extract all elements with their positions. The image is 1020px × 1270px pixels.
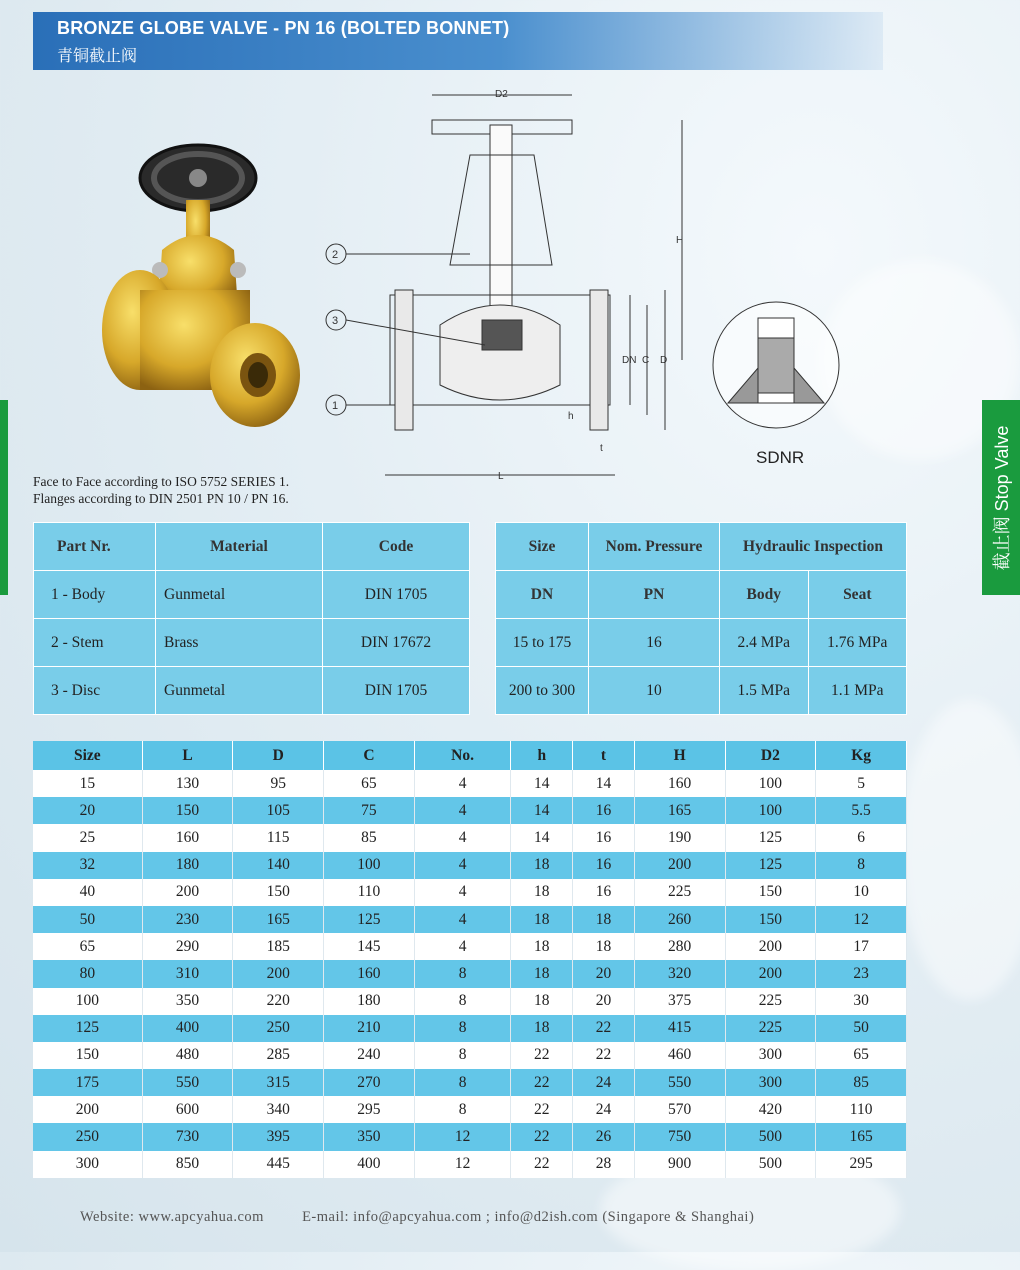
table-cell: 8 bbox=[414, 960, 511, 987]
table-cell: 200 bbox=[33, 1096, 142, 1123]
table-cell: 730 bbox=[142, 1123, 233, 1150]
table-cell: 200 bbox=[725, 960, 816, 987]
table-cell: 240 bbox=[324, 1042, 415, 1069]
table-cell: 160 bbox=[324, 960, 415, 987]
page-header bbox=[33, 12, 883, 70]
table-cell: 85 bbox=[324, 824, 415, 851]
column-subheader: DN bbox=[496, 571, 589, 619]
column-header: Kg bbox=[816, 741, 907, 770]
footer-website: Website: www.apcyahua.com bbox=[80, 1209, 264, 1225]
table-cell: 285 bbox=[233, 1042, 324, 1069]
table-cell: 125 bbox=[33, 1015, 142, 1042]
callout-2: 2 bbox=[332, 249, 339, 261]
table-cell: 22 bbox=[573, 1015, 635, 1042]
table-cell: 18 bbox=[573, 906, 635, 933]
table-row bbox=[496, 619, 907, 667]
table-cell: 480 bbox=[142, 1042, 233, 1069]
table-row bbox=[33, 824, 907, 851]
table-cell: 22 bbox=[511, 1042, 573, 1069]
table-cell: 340 bbox=[233, 1096, 324, 1123]
callout-1: 1 bbox=[332, 400, 339, 412]
table-cell: 14 bbox=[511, 824, 573, 851]
column-header: Material bbox=[156, 523, 323, 571]
table-cell: 395 bbox=[233, 1123, 324, 1150]
table-cell: 1 - Body bbox=[34, 571, 156, 619]
table-row bbox=[33, 770, 907, 797]
table-cell: Gunmetal bbox=[156, 667, 323, 715]
table-cell: 15 to 175 bbox=[496, 619, 589, 667]
table-cell: 22 bbox=[511, 1096, 573, 1123]
table-cell: 105 bbox=[233, 797, 324, 824]
table-cell: 8 bbox=[414, 988, 511, 1015]
table-cell: 4 bbox=[414, 824, 511, 851]
table-header-row bbox=[33, 741, 907, 770]
table-cell: 165 bbox=[634, 797, 725, 824]
table-cell: 350 bbox=[324, 1123, 415, 1150]
table-cell: 400 bbox=[142, 1015, 233, 1042]
table-cell: 500 bbox=[725, 1123, 816, 1150]
footer-contact bbox=[80, 1209, 788, 1226]
table-cell: 225 bbox=[634, 879, 725, 906]
table-cell: 220 bbox=[233, 988, 324, 1015]
table-cell: 280 bbox=[634, 933, 725, 960]
table-cell: 18 bbox=[511, 1015, 573, 1042]
table-row bbox=[34, 667, 470, 715]
table-cell: 295 bbox=[324, 1096, 415, 1123]
dim-label-dn: DN bbox=[622, 355, 637, 366]
table-cell: 85 bbox=[816, 1069, 907, 1096]
standards-notes bbox=[33, 473, 289, 507]
table-cell: 375 bbox=[634, 988, 725, 1015]
table-cell: 8 bbox=[414, 1096, 511, 1123]
table-cell: 22 bbox=[511, 1069, 573, 1096]
table-cell: 50 bbox=[33, 906, 142, 933]
table-row bbox=[33, 879, 907, 906]
table-cell: 50 bbox=[816, 1015, 907, 1042]
water-splash-decoration bbox=[900, 700, 1020, 1000]
column-header: D bbox=[233, 741, 324, 770]
dim-label-d2: D2 bbox=[495, 89, 508, 100]
table-cell: 125 bbox=[725, 852, 816, 879]
table-cell: 4 bbox=[414, 770, 511, 797]
table-cell: 6 bbox=[816, 824, 907, 851]
table-cell: 100 bbox=[725, 770, 816, 797]
table-cell: 22 bbox=[573, 1042, 635, 1069]
table-row bbox=[33, 1069, 907, 1096]
column-subheader: Body bbox=[720, 571, 809, 619]
table-cell: 900 bbox=[634, 1151, 725, 1178]
note-face-to-face: Face to Face according to ISO 5752 SERIES 1. bbox=[33, 474, 290, 489]
table-cell: 295 bbox=[816, 1151, 907, 1178]
table-row bbox=[33, 1151, 907, 1178]
table-row bbox=[496, 667, 907, 715]
table-cell: 4 bbox=[414, 879, 511, 906]
table-cell: 110 bbox=[816, 1096, 907, 1123]
table-cell: 350 bbox=[142, 988, 233, 1015]
table-cell: 460 bbox=[634, 1042, 725, 1069]
table-cell: 180 bbox=[142, 852, 233, 879]
table-cell: 14 bbox=[511, 770, 573, 797]
dim-label-d: D bbox=[660, 355, 668, 366]
column-header: t bbox=[573, 741, 635, 770]
table-row bbox=[33, 797, 907, 824]
table-cell: 75 bbox=[324, 797, 415, 824]
table-row bbox=[33, 1096, 907, 1123]
table-cell: 17 bbox=[816, 933, 907, 960]
table-cell: 125 bbox=[725, 824, 816, 851]
table-row bbox=[34, 571, 470, 619]
table-cell: 100 bbox=[725, 797, 816, 824]
table-row bbox=[33, 852, 907, 879]
table-cell: Brass bbox=[156, 619, 323, 667]
table-cell: 300 bbox=[33, 1151, 142, 1178]
table-cell: 16 bbox=[573, 852, 635, 879]
column-header: Hydraulic Inspection bbox=[720, 523, 907, 571]
column-header: No. bbox=[414, 741, 511, 770]
column-header: h bbox=[511, 741, 573, 770]
table-cell: 22 bbox=[511, 1151, 573, 1178]
table-cell: 18 bbox=[511, 879, 573, 906]
table-cell: 12 bbox=[414, 1151, 511, 1178]
column-header: H bbox=[634, 741, 725, 770]
table-cell: 150 bbox=[33, 1042, 142, 1069]
table-cell: 200 bbox=[725, 933, 816, 960]
table-row bbox=[33, 906, 907, 933]
table-cell: 3 - Disc bbox=[34, 667, 156, 715]
table-cell: 65 bbox=[816, 1042, 907, 1069]
table-cell: 290 bbox=[142, 933, 233, 960]
callout-3: 3 bbox=[332, 315, 339, 327]
table-cell: 18 bbox=[511, 988, 573, 1015]
table-cell: 4 bbox=[414, 906, 511, 933]
table-cell: 445 bbox=[233, 1151, 324, 1178]
table-row bbox=[33, 933, 907, 960]
table-cell: 160 bbox=[142, 824, 233, 851]
table-cell: 165 bbox=[816, 1123, 907, 1150]
table-cell: 175 bbox=[33, 1069, 142, 1096]
column-header: L bbox=[142, 741, 233, 770]
table-cell: Gunmetal bbox=[156, 571, 323, 619]
table-cell: 2 - Stem bbox=[34, 619, 156, 667]
table-row bbox=[33, 1123, 907, 1150]
table-cell: 18 bbox=[511, 852, 573, 879]
table-cell: 100 bbox=[33, 988, 142, 1015]
table-cell: 420 bbox=[725, 1096, 816, 1123]
table-cell: 150 bbox=[725, 906, 816, 933]
table-cell: 140 bbox=[233, 852, 324, 879]
table-cell: 24 bbox=[573, 1069, 635, 1096]
table-cell: 15 bbox=[33, 770, 142, 797]
table-cell: 18 bbox=[573, 933, 635, 960]
table-cell: 180 bbox=[324, 988, 415, 1015]
table-cell: 300 bbox=[725, 1042, 816, 1069]
table-cell: 20 bbox=[33, 797, 142, 824]
table-cell: 125 bbox=[324, 906, 415, 933]
table-cell: 600 bbox=[142, 1096, 233, 1123]
table-row bbox=[33, 1015, 907, 1042]
table-header-row bbox=[496, 523, 907, 571]
page-subtitle: 青铜截止阀 bbox=[57, 46, 138, 65]
table-cell: 310 bbox=[142, 960, 233, 987]
materials-table bbox=[33, 522, 470, 715]
table-cell: 110 bbox=[324, 879, 415, 906]
table-cell: 4 bbox=[414, 797, 511, 824]
table-cell: DIN 1705 bbox=[323, 667, 470, 715]
table-row bbox=[33, 988, 907, 1015]
table-row bbox=[33, 960, 907, 987]
table-cell: 250 bbox=[233, 1015, 324, 1042]
table-cell: 570 bbox=[634, 1096, 725, 1123]
pressure-table bbox=[495, 522, 907, 715]
dim-label-l: L bbox=[498, 471, 504, 482]
table-cell: 1.76 MPa bbox=[808, 619, 906, 667]
dim-label-c: C bbox=[642, 355, 650, 366]
table-cell: 5 bbox=[816, 770, 907, 797]
table-cell: DIN 1705 bbox=[323, 571, 470, 619]
dim-label-h-small: h bbox=[568, 411, 574, 422]
table-cell: 24 bbox=[573, 1096, 635, 1123]
side-tab-label: 截止阀 Stop Valve bbox=[992, 425, 1012, 570]
table-cell: 1.1 MPa bbox=[808, 667, 906, 715]
table-cell: 165 bbox=[233, 906, 324, 933]
table-cell: 23 bbox=[816, 960, 907, 987]
table-cell: 30 bbox=[816, 988, 907, 1015]
table-cell: 80 bbox=[33, 960, 142, 987]
table-cell: 12 bbox=[414, 1123, 511, 1150]
table-cell: 14 bbox=[511, 797, 573, 824]
dim-label-t: t bbox=[600, 443, 603, 454]
left-accent-bar bbox=[0, 400, 8, 595]
side-tab bbox=[982, 400, 1020, 595]
table-cell: 145 bbox=[324, 933, 415, 960]
page-title: BRONZE GLOBE VALVE - PN 16 (BOLTED BONNET) bbox=[57, 18, 510, 38]
table-cell: 550 bbox=[634, 1069, 725, 1096]
table-cell: 260 bbox=[634, 906, 725, 933]
table-cell: DIN 17672 bbox=[323, 619, 470, 667]
table-cell: 500 bbox=[725, 1151, 816, 1178]
table-cell: 10 bbox=[816, 879, 907, 906]
table-cell: 12 bbox=[816, 906, 907, 933]
table-cell: 18 bbox=[511, 960, 573, 987]
table-cell: 40 bbox=[33, 879, 142, 906]
table-cell: 315 bbox=[233, 1069, 324, 1096]
table-cell: 850 bbox=[142, 1151, 233, 1178]
table-cell: 8 bbox=[816, 852, 907, 879]
column-subheader: Seat bbox=[808, 571, 906, 619]
table-cell: 20 bbox=[573, 960, 635, 987]
table-cell: 415 bbox=[634, 1015, 725, 1042]
table-cell: 225 bbox=[725, 1015, 816, 1042]
table-cell: 750 bbox=[634, 1123, 725, 1150]
table-cell: 200 to 300 bbox=[496, 667, 589, 715]
table-cell: 270 bbox=[324, 1069, 415, 1096]
column-header: Size bbox=[33, 741, 142, 770]
column-header: Nom. Pressure bbox=[589, 523, 720, 571]
table-cell: 4 bbox=[414, 852, 511, 879]
table-cell: 250 bbox=[33, 1123, 142, 1150]
table-header-row bbox=[34, 523, 470, 571]
column-header: Size bbox=[496, 523, 589, 571]
table-cell: 14 bbox=[573, 770, 635, 797]
table-cell: 10 bbox=[589, 667, 720, 715]
table-cell: 18 bbox=[511, 906, 573, 933]
table-cell: 8 bbox=[414, 1015, 511, 1042]
table-cell: 95 bbox=[233, 770, 324, 797]
table-cell: 1.5 MPa bbox=[720, 667, 809, 715]
table-cell: 400 bbox=[324, 1151, 415, 1178]
table-cell: 8 bbox=[414, 1069, 511, 1096]
footer-email: E-mail: info@apcyahua.com ; info@d2ish.com (Singapore & Shanghai) bbox=[302, 1209, 755, 1225]
table-cell: 320 bbox=[634, 960, 725, 987]
table-cell: 18 bbox=[511, 933, 573, 960]
table-cell: 130 bbox=[142, 770, 233, 797]
sdnr-detail-drawing bbox=[708, 298, 848, 443]
column-header: Code bbox=[323, 523, 470, 571]
table-cell: 2.4 MPa bbox=[720, 619, 809, 667]
table-cell: 8 bbox=[414, 1042, 511, 1069]
column-header: D2 bbox=[725, 741, 816, 770]
table-cell: 160 bbox=[634, 770, 725, 797]
table-cell: 22 bbox=[511, 1123, 573, 1150]
column-subheader: PN bbox=[589, 571, 720, 619]
table-cell: 200 bbox=[634, 852, 725, 879]
table-cell: 16 bbox=[573, 879, 635, 906]
sdnr-label: SDNR bbox=[756, 448, 805, 467]
table-cell: 150 bbox=[233, 879, 324, 906]
table-cell: 150 bbox=[142, 797, 233, 824]
table-cell: 185 bbox=[233, 933, 324, 960]
table-cell: 225 bbox=[725, 988, 816, 1015]
table-row bbox=[33, 1042, 907, 1069]
dim-label-h-upper: H bbox=[676, 235, 684, 246]
table-cell: 150 bbox=[725, 879, 816, 906]
table-cell: 230 bbox=[142, 906, 233, 933]
table-row bbox=[34, 619, 470, 667]
table-cell: 16 bbox=[589, 619, 720, 667]
table-cell: 550 bbox=[142, 1069, 233, 1096]
valve-photo bbox=[100, 140, 310, 430]
table-cell: 100 bbox=[324, 852, 415, 879]
valve-technical-drawing bbox=[320, 85, 700, 485]
table-cell: 26 bbox=[573, 1123, 635, 1150]
table-cell: 28 bbox=[573, 1151, 635, 1178]
table-cell: 16 bbox=[573, 824, 635, 851]
table-cell: 200 bbox=[233, 960, 324, 987]
table-cell: 5.5 bbox=[816, 797, 907, 824]
table-cell: 65 bbox=[33, 933, 142, 960]
table-cell: 115 bbox=[233, 824, 324, 851]
column-header: Part Nr. bbox=[34, 523, 156, 571]
table-cell: 210 bbox=[324, 1015, 415, 1042]
table-cell: 300 bbox=[725, 1069, 816, 1096]
table-subheader-row bbox=[496, 571, 907, 619]
dimensions-table bbox=[33, 741, 907, 1178]
table-cell: 16 bbox=[573, 797, 635, 824]
column-header: C bbox=[324, 741, 415, 770]
table-cell: 20 bbox=[573, 988, 635, 1015]
table-cell: 190 bbox=[634, 824, 725, 851]
table-cell: 32 bbox=[33, 852, 142, 879]
note-flanges: Flanges according to DIN 2501 PN 10 / PN 16. bbox=[33, 491, 289, 506]
table-cell: 65 bbox=[324, 770, 415, 797]
table-cell: 200 bbox=[142, 879, 233, 906]
table-cell: 25 bbox=[33, 824, 142, 851]
table-cell: 4 bbox=[414, 933, 511, 960]
